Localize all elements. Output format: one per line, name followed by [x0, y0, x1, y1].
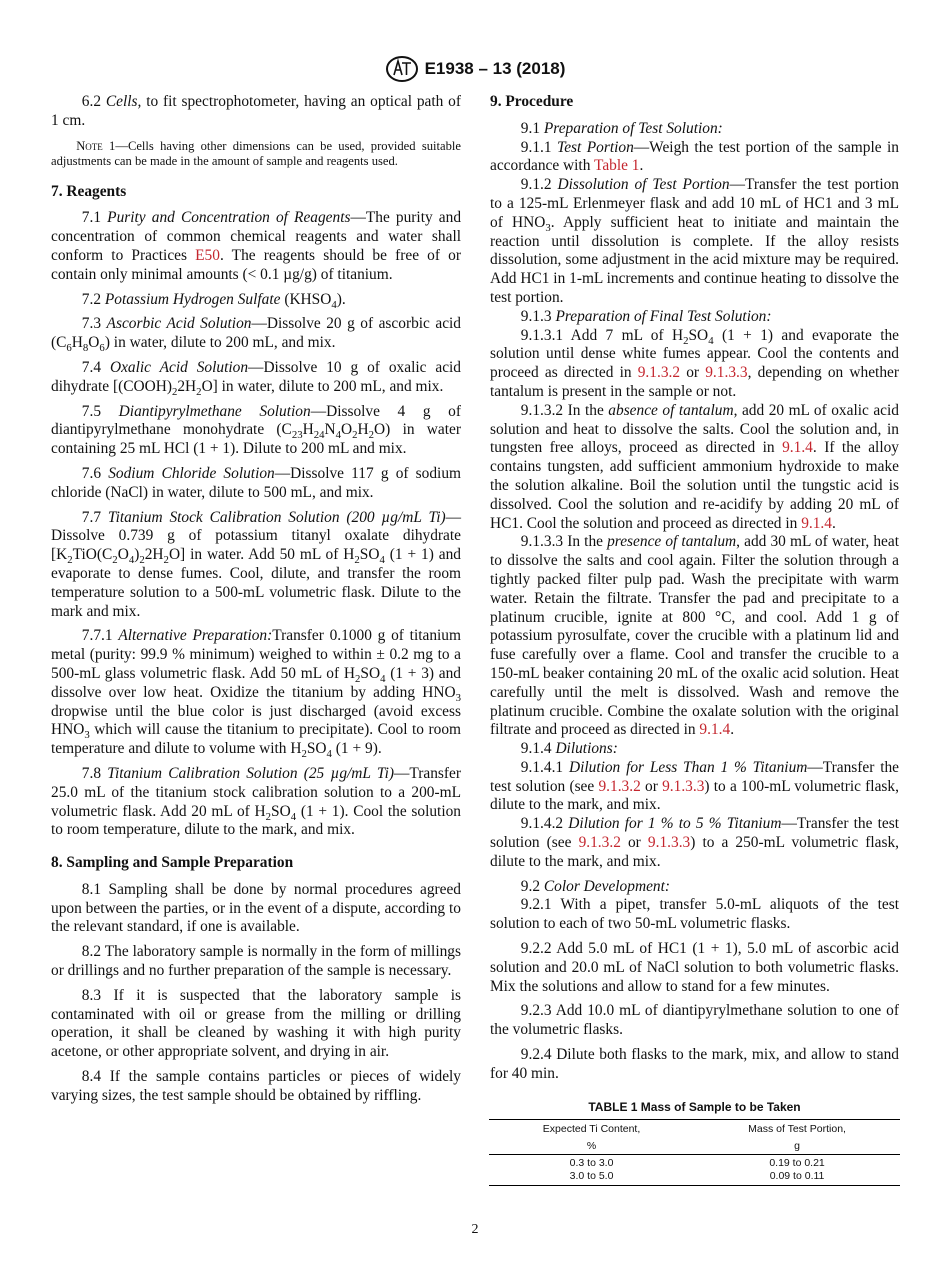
- mass-table: [489, 1119, 900, 1186]
- section-9-1-4: 9.1.4 Dilutions:: [520, 740, 618, 758]
- table-caption: TABLE 1 Mass of Sample to be Taken: [588, 1100, 801, 1114]
- section-9-2-4: 9.2.4 Dilute both flasks to the mark, mix, and allow to stand for 40 min.: [490, 1046, 899, 1082]
- ref-9-1-4-link[interactable]: 9.1.4: [782, 439, 813, 457]
- column-unit: %: [489, 1137, 694, 1155]
- section-9-2-1: 9.2.1 With a pipet, transfer 5.0-mL aliquots of the test solution to each of two 50-mL volumetric flasks.: [490, 896, 899, 933]
- table-1: [489, 1100, 900, 1186]
- column-header: Expected Ti Content,: [489, 1120, 694, 1137]
- table-row: [489, 1155, 900, 1170]
- section-7-heading: 7. Reagents: [51, 182, 127, 200]
- note-1: Note 1—Cells having other dimensions can be used, provided suitable adjustments can be made in the amount of sample and reagents used.: [51, 138, 461, 168]
- standard-designation: E1938 – 13 (2018): [424, 59, 566, 78]
- section-7-6: 7.6 Sodium Chloride Solution—Dissolve 117 g of sodium chloride (NaCl) in water, dilute to 500 mL, and mix.: [51, 464, 461, 501]
- table-cell: 3.0 to 5.0: [489, 1170, 694, 1186]
- ref-9-1-3-3-link[interactable]: 9.1.3.3: [705, 364, 748, 382]
- section-7-2: 7.2 Potassium Hydrogen Sulfate $(KHSO_4)$.: [81, 290, 346, 311]
- section-9-1: 9.1 Preparation of Test Solution:: [520, 119, 723, 137]
- section-8-2: 8.2 The laboratory sample is normally in the form of millings or drillings and no further preparation of the sample is necessary.: [51, 943, 461, 980]
- right-column: [490, 93, 899, 1090]
- ref-table-1-link[interactable]: Table 1: [594, 157, 640, 175]
- ref-9-1-3-3-link[interactable]: 9.1.3.3: [662, 777, 705, 795]
- section-7-4: 7.4 Oxalic Acid Solution—Dissolve 10 g of oxalic acid dihydrate $[(COOH)_22H_2O]$ in water, dilute to 200 mL, and mix.: [51, 358, 461, 398]
- section-7-7-1: 7.7.1 Alternative Preparation:Transfer 0.1000 g of titanium metal (purity: 99.9 % minimum) weighed to within ± 0.2 mg to a 500-mL glass volumetric flask. Add 50 mL of $H_2SO_4$ (1 + 3) and dissolve over low heat. Oxidize the titanium by adding $HNO_3$ dropwise until the blue color is just discharged (avoid excess $HNO_3$ which will cause the titanium to precipitate). Cool to room temperature and dilute to volume with $H_2SO_4$ (1 + 9).: [51, 627, 461, 760]
- ref-9-1-3-2-link[interactable]: 9.1.3.2: [598, 777, 641, 795]
- page-number: 2: [471, 1222, 479, 1237]
- section-9-2: 9.2 Color Development:: [520, 877, 670, 895]
- ref-9-1-3-3-link[interactable]: 9.1.3.3: [647, 834, 691, 852]
- section-7-1: 7.1 Purity and Concentration of Reagents—The purity and concentration of common chemical reagents and water shall conform to Practices E50. The reagents should be free of or contain only minimal amounts (< 0.1 µg/g) of titanium.: [51, 209, 462, 283]
- section-9-1-3-2: 9.1.3.2 In the absence of tantalum, add 20 mL of oxalic acid solution and heat to dissolve the salts. Cool the solution and, in tungsten free alloys, proceed as directed in 9.1.4. If the alloy contains tungsten, add sufficient ammonium hydroxide to make the solution alkaline. Boil the solution until the tungstic acid is dissolved. Cool the solution and re-acidify by adding 20 mL of HC1. Cool the solution and proceed as directed in 9.1.4.: [490, 401, 899, 532]
- section-9-1-3: 9.1.3 Preparation of Final Test Solution:: [520, 307, 772, 325]
- table-row: [489, 1170, 900, 1186]
- section-9-1-4-1: 9.1.4.1 Dilution for Less Than 1 % Titanium—Transfer the test solution (see 9.1.3.2 or 9.1.3.3) to a 100-mL volumetric flask, dilute to the mark, and mix.: [490, 758, 899, 814]
- section-9-2-3: 9.2.3 Add 10.0 mL of diantipyrylmethane solution to one of the volumetric flasks.: [490, 1002, 899, 1039]
- section-8-heading: 8. Sampling and Sample Preparation: [51, 854, 294, 872]
- section-7-7: 7.7 Titanium Stock Calibration Solution (200 µg/mL Ti)—Dissolve 0.739 g of potassium titanyl oxalate dihydrate $[K_2TiO(C_2O_4)_22H_2O]$ in water. Add 50 mL of $H_2SO_4$ (1 + 1) and evaporate to dense fumes. Cool, dilute, and transfer the room temperature solution to a 500-mL volumetric flask. Dilute to the mark and mix.: [51, 508, 461, 620]
- ref-9-1-4-link[interactable]: 9.1.4: [801, 514, 832, 532]
- section-9-1-3-1: 9.1.3.1 Add 7 mL of $H_2SO_4$ (1 + 1) and evaporate the solution until dense white fumes appear. Cool the contents and proceed as directed in 9.1.3.2 or 9.1.3.3, depending on whether tantalum is present in the sample or not.: [490, 326, 900, 400]
- table-cell: 0.19 to 0.21: [769, 1157, 825, 1169]
- ref-9-1-4-link[interactable]: 9.1.4: [699, 721, 731, 739]
- section-8-1: 8.1 Sampling shall be done by normal procedures agreed upon between the parties, or in the event of a dispute, according to the relevant standard, if one is available.: [51, 880, 461, 936]
- section-7-8: 7.8 Titanium Calibration Solution (25 µg/mL Ti)—Transfer 25.0 mL of the titanium stock calibration solution to a 200-mL volumetric flask. Add 20 mL of $H_2SO_4$ (1 + 1). Cool the solution to room temperature, dilute to the mark, and mix.: [51, 764, 461, 839]
- section-8-4: 8.4 If the sample contains particles or pieces of widely varying sizes, the test sample should be obtained by riffling.: [51, 1068, 461, 1104]
- column-unit: g: [694, 1137, 900, 1155]
- section-7-3: 7.3 Ascorbic Acid Solution—Dissolve 20 g of ascorbic acid $(C_6H_8O_6)$ in water, dilute to 200 mL, and mix.: [51, 315, 461, 354]
- section-8-3: 8.3 If it is suspected that the laboratory sample is contaminated with oil or grease from the milling or drilling operation, it shall be cleaned by washing it with high purity acetone, or other appropriate solvent, and drying in air.: [51, 986, 461, 1061]
- column-header: Mass of Test Portion,: [694, 1120, 900, 1137]
- left-column: [51, 93, 461, 1112]
- page-header: [0, 55, 950, 83]
- section-9-2-2: 9.2.2 Add 5.0 mL of HC1 (1 + 1), 5.0 mL of ascorbic acid solution and 20.0 mL of NaCl solution to both volumetric flasks. Mix the solutions and allow to stand for a few minutes.: [490, 940, 899, 995]
- ref-9-1-3-2-link[interactable]: 9.1.3.2: [637, 364, 681, 382]
- section-9-heading: 9. Procedure: [490, 93, 574, 110]
- section-9-1-2: 9.1.2 Dissolution of Test Portion—Transfer the test portion to a 125-mL Erlenmeyer flask and add 10 mL of HC1 and 3 mL of $HNO_3$. Apply sufficient heat to initiate and maintain the reaction until dissolution is complete. If the alloy resists dissolution, some adjustment in the acid mixture may be required. Add HC1 in 1-mL increments and continue heating to dissolve the test portion.: [490, 176, 900, 306]
- ref-e50-link[interactable]: E50: [195, 246, 220, 264]
- section-6-2: 6.2 Cells, to fit spectrophotometer, having an optical path of 1 cm.: [51, 93, 461, 129]
- section-9-1-1: 9.1.1 Test Portion—Weigh the test portion of the sample in accordance with Table 1.: [490, 138, 899, 175]
- section-7-5: 7.5 Diantipyrylmethane Solution—Dissolve 4 g of diantipyrylmethane monohydrate $(C_{23}H_{24}N_4O_2H_2O)$ in water containing 25 mL HCl (1 + 1). Dilute to 200 mL and mix.: [51, 402, 461, 458]
- section-9-1-3-3: 9.1.3.3 In the presence of tantalum, add 30 mL of water, heat to dissolve the salts and cool again. Filter the solution through a tightly packed filter pulp pad. Wash the precipitate with warm water. Retain the filtrate. Transfer the pad and precipitate to a platinum crucible, ignite at 800 °C, and cool. Add 1 g of potassium pyrosulfate, cover the crucible with a platinum lid and fuse carefully over a flame. Cool and transfer the crucible to a 150-mL beaker containing 20 mL of the oxalic acid solution. Heat carefully until the melt is dissolved. Wash and remove the platinum crucible. Combine the oxalate solution with the original filtrate and proceed as directed in 9.1.4.: [490, 533, 899, 739]
- section-9-1-4-2: 9.1.4.2 Dilution for 1 % to 5 % Titanium—Transfer the test solution (see 9.1.3.2 or 9.1.3.3) to a 250-mL volumetric flask, dilute to the mark, and mix.: [490, 815, 900, 870]
- table-cell: 0.09 to 0.11: [694, 1170, 900, 1186]
- ref-9-1-3-2-link[interactable]: 9.1.3.2: [578, 834, 621, 852]
- table-cell: 0.3 to 3.0: [569, 1157, 614, 1169]
- astm-logo-icon: [385, 55, 419, 83]
